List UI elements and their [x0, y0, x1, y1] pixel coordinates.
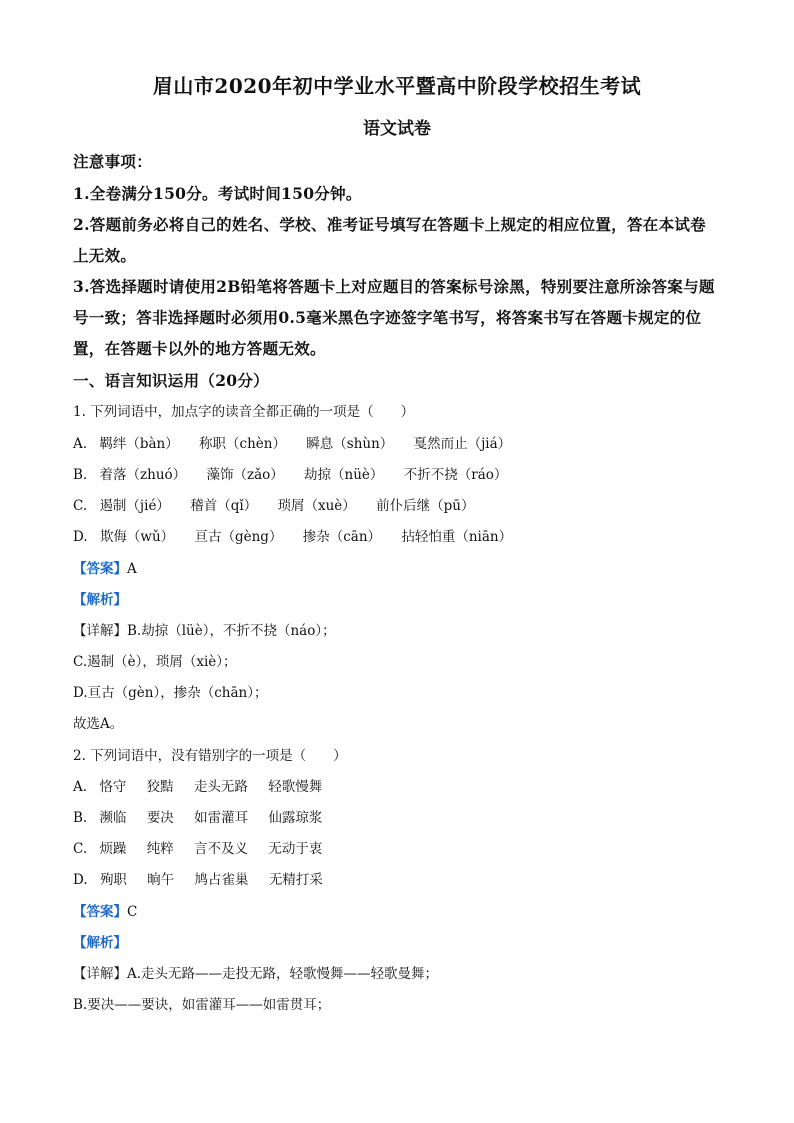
q1-option-b [73, 463, 523, 483]
answer-value: A [127, 561, 137, 577]
q1-detail-line-3: D.亘古（gèn），掺杂（chān）； [73, 685, 268, 701]
q1-option-a [73, 432, 527, 452]
option-word: 拈轻怕重（niān） [401, 529, 513, 545]
detail-text: B.劫掠（lüè），不折不挠（náo）； [127, 623, 336, 639]
option-word: 晌午 [147, 872, 175, 888]
option-word: 着落（zhuó） [99, 467, 187, 483]
option-word: 稽首（qǐ） [190, 498, 258, 514]
option-word: 恪守 [99, 779, 127, 795]
option-label: A. [73, 436, 88, 452]
option-word: 殉职 [99, 872, 127, 888]
analysis-tag: 【解析】 [73, 592, 127, 608]
detail-tag: 【详解】 [73, 623, 127, 639]
option-word: 狡黠 [146, 779, 174, 795]
option-word: 琐屑（xuè） [277, 498, 356, 514]
answer-tag: 【答案】 [73, 561, 127, 577]
option-word: 轻歌慢舞 [268, 779, 323, 795]
analysis-tag: 【解析】 [73, 935, 127, 951]
q1-detail-line-1 [73, 619, 336, 639]
q2-stem: 2. 下列词语中，没有错别字的一项是（ ） [73, 748, 347, 764]
q2-analysis-tag [73, 931, 127, 951]
q2-detail-line-2: B.要决——要诀，如雷灌耳——如雷贯耳； [73, 997, 331, 1013]
q1-analysis-tag [73, 588, 127, 608]
q2-option-d [73, 868, 339, 888]
notice-item-3-line-3: 置，在答题卡以外的地方答题无效。 [73, 339, 326, 358]
option-word: 劫掠（nüè） [304, 467, 384, 483]
option-word: 纯粹 [146, 841, 174, 857]
q1-option-d [73, 525, 528, 545]
answer-tag: 【答案】 [73, 904, 127, 920]
q2-option-b [73, 806, 338, 826]
q2-option-a [73, 775, 338, 795]
q2-answer [73, 900, 137, 920]
notice-heading: 注意事项： [73, 152, 153, 171]
q2-detail-line-1 [73, 962, 438, 982]
q1-detail-line-2: C.遏制（è），琐屑（xiè）； [73, 654, 237, 670]
q1-stem: 1. 下列词语中，加点字的读音全都正确的一项是（ ） [73, 404, 415, 420]
option-label: C. [73, 841, 88, 857]
notice-item-2-line-2: 上无效。 [73, 246, 137, 265]
option-word: 羁绊（bàn） [99, 436, 179, 452]
option-word: 无精打采 [268, 872, 323, 888]
option-word: 烦躁 [99, 841, 127, 857]
option-word: 不折不挠（ráo） [403, 467, 508, 483]
option-word: 遏制（jié） [99, 498, 170, 514]
option-label: D. [73, 872, 88, 888]
option-word: 欺侮（wǔ） [99, 529, 175, 545]
notice-item-1: 1.全卷满分150分。考试时间150分钟。 [73, 184, 362, 203]
option-word: 言不及义 [194, 841, 249, 857]
q1-answer [73, 557, 137, 577]
notice-item-2-line-1: 2.答题前务必将自己的姓名、学校、准考证号填写在答题卡上规定的相应位置，答在本试卷 [73, 215, 706, 234]
exam-title: 眉山市2020年初中学业水平暨高中阶段学校招生考试 [152, 74, 642, 98]
option-word: 掺杂（cān） [302, 529, 382, 545]
option-label: B. [73, 467, 88, 483]
option-label: B. [73, 810, 88, 826]
option-word: 走头无路 [193, 779, 248, 795]
option-word: 戛然而止（jiá） [413, 436, 512, 452]
option-word: 称职（chèn） [199, 436, 286, 452]
option-word: 前仆后继（pū） [376, 498, 475, 514]
section-1-heading: 一、语言知识运用（20分） [73, 371, 269, 390]
option-word: 鸠占雀巢 [194, 872, 249, 888]
option-word: 濒临 [99, 810, 127, 826]
option-word: 瞬息（shùn） [306, 436, 394, 452]
exam-subtitle: 语文试卷 [363, 119, 431, 139]
q1-option-c [73, 494, 490, 514]
option-word: 如雷灌耳 [194, 810, 249, 826]
option-word: 亘古（gèng） [194, 529, 283, 545]
q1-conclusion: 故选A。 [73, 716, 124, 732]
option-label: A. [73, 779, 88, 795]
option-label: C. [73, 498, 88, 514]
option-label: D. [73, 529, 88, 545]
notice-item-3-line-1: 3.答选择题时请使用2B铅笔将答题卡上对应题目的答案标号涂黑，特别要注意所涂答案与题 [73, 277, 715, 296]
option-word: 要决 [146, 810, 174, 826]
option-word: 仙露琼浆 [268, 810, 323, 826]
option-word: 无动于衷 [268, 841, 323, 857]
detail-tag: 【详解】 [73, 966, 127, 982]
q2-option-c [73, 837, 338, 857]
detail-text: A.走头无路——走投无路，轻歌慢舞——轻歌曼舞； [127, 966, 439, 982]
answer-value: C [127, 904, 138, 920]
option-word: 藻饰（zǎo） [206, 467, 284, 483]
notice-item-3-line-2: 号一致；答非选择题时必须用0.5毫米黑色字迹签字笔书写，将答案书写在答题卡规定的位 [73, 308, 702, 327]
